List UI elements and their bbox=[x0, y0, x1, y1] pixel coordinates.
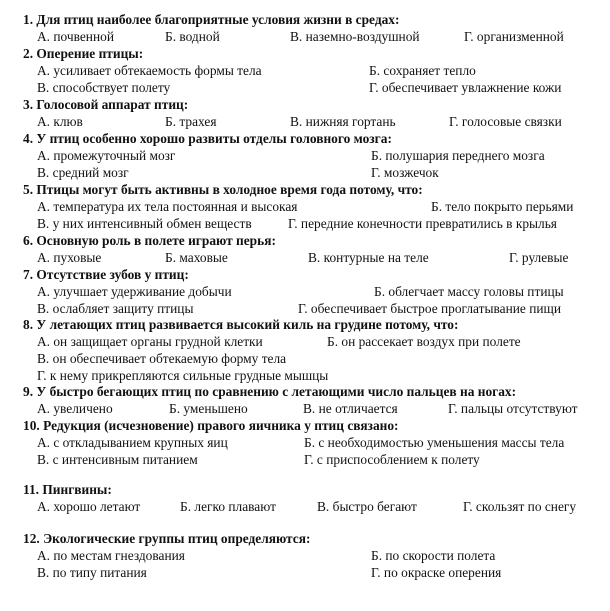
answer-option: А. увеличено bbox=[37, 401, 113, 416]
answer-option: Г. голосовые связки bbox=[449, 114, 562, 129]
answer-option: Г. к нему прикрепляются сильные грудные мышцы bbox=[37, 368, 329, 383]
answer-row bbox=[23, 300, 600, 317]
answer-option: Б. легко плавают bbox=[180, 499, 276, 514]
answer-row bbox=[23, 215, 600, 232]
answer-row bbox=[23, 28, 600, 45]
answer-row bbox=[23, 400, 600, 417]
answer-option: В. у них интенсивный обмен веществ bbox=[37, 216, 252, 231]
answer-option: А. температура их тела постоянная и высокая bbox=[37, 199, 298, 214]
answer-option: А. по местам гнездования bbox=[37, 548, 185, 563]
answer-option: Г. по окраске оперения bbox=[371, 565, 502, 580]
question-8 bbox=[23, 316, 600, 384]
answer-option: А. улучшает удерживание добычи bbox=[37, 284, 232, 299]
question-title: 2. Оперение птицы: bbox=[23, 46, 144, 61]
answer-option: А. почвенной bbox=[37, 29, 114, 44]
answer-row bbox=[23, 367, 600, 384]
answer-option: Г. рулевые bbox=[509, 250, 569, 265]
answer-option: Г. организменной bbox=[464, 29, 564, 44]
question-6 bbox=[23, 232, 600, 266]
answer-option: Б. уменьшено bbox=[169, 401, 248, 416]
question-title: 6. Основную роль в полете играют перья: bbox=[23, 233, 276, 248]
answer-row bbox=[23, 198, 600, 215]
answer-option: Г. обеспечивает увлажнение кожи bbox=[369, 80, 562, 95]
answer-option: Б. тело покрыто перьями bbox=[431, 199, 574, 214]
question-title: 12. Экологические группы птиц определяются: bbox=[23, 531, 311, 546]
question-7 bbox=[23, 266, 600, 317]
answer-row bbox=[23, 434, 600, 451]
answer-row bbox=[23, 451, 600, 468]
answer-option: Б. сохраняет тепло bbox=[369, 63, 476, 78]
answer-option: В. не отличается bbox=[303, 401, 398, 416]
answer-row bbox=[23, 547, 600, 564]
answer-option: В. с интенсивным питанием bbox=[37, 452, 198, 467]
question-title: 8. У летающих птиц развивается высокий киль на грудине потому, что: bbox=[23, 317, 459, 332]
answer-option: Б. по скорости полета bbox=[371, 548, 496, 563]
answer-option: Г. обеспечивает быстрое проглатывание пищи bbox=[298, 301, 562, 316]
answer-option: А. клюв bbox=[37, 114, 83, 129]
question-title: 7. Отсутствие зубов у птиц: bbox=[23, 267, 189, 282]
question-2 bbox=[23, 45, 600, 96]
answer-option: В. ослабляет защиту птицы bbox=[37, 301, 194, 316]
question-title: 9. У быстро бегающих птиц по сравнению с летающими число пальцев на ногах: bbox=[23, 384, 517, 399]
answer-option: А. промежуточный мозг bbox=[37, 148, 176, 163]
answer-row bbox=[23, 164, 600, 181]
question-1 bbox=[23, 11, 600, 45]
answer-row bbox=[23, 62, 600, 79]
answer-option: Г. с приспособлением к полету bbox=[304, 452, 480, 467]
answer-row bbox=[23, 283, 600, 300]
question-title: 10. Редукция (исчезновение) правого яичника у птиц связано: bbox=[23, 418, 399, 433]
answer-row bbox=[23, 564, 600, 581]
question-title: 3. Голосовой аппарат птиц: bbox=[23, 97, 189, 112]
answer-option: Б. он рассекает воздух при полете bbox=[327, 334, 521, 349]
answer-option: В. контурные на теле bbox=[308, 250, 429, 265]
question-12 bbox=[23, 530, 600, 581]
question-title: 11. Пингвины: bbox=[23, 482, 112, 497]
answer-option: В. средний мозг bbox=[37, 165, 129, 180]
answer-option: Г. мозжечок bbox=[371, 165, 439, 180]
answer-row bbox=[23, 249, 600, 266]
answer-option: В. наземно-воздушной bbox=[290, 29, 420, 44]
answer-option: Б. водной bbox=[165, 29, 220, 44]
answer-option: А. пуховые bbox=[37, 250, 102, 265]
question-10 bbox=[23, 417, 600, 468]
answer-option: А. он защищает органы грудной клетки bbox=[37, 334, 263, 349]
answer-row bbox=[23, 498, 600, 515]
answer-option: А. усиливает обтекаемость формы тела bbox=[37, 63, 262, 78]
answer-row bbox=[23, 350, 600, 367]
question-title: 4. У птиц особенно хорошо развиты отделы головного мозга: bbox=[23, 131, 392, 146]
answer-row bbox=[23, 147, 600, 164]
question-4 bbox=[23, 130, 600, 181]
answer-row bbox=[23, 333, 600, 350]
answer-option: Б. полушария переднего мозга bbox=[371, 148, 545, 163]
answer-option: Б. облегчает массу головы птицы bbox=[374, 284, 564, 299]
answer-row bbox=[23, 79, 600, 96]
answer-option: Б. с необходимостью уменьшения массы тела bbox=[304, 435, 565, 450]
answer-option: В. быстро бегают bbox=[317, 499, 417, 514]
question-3 bbox=[23, 96, 600, 130]
answer-option: В. нижняя гортань bbox=[290, 114, 396, 129]
question-11 bbox=[23, 481, 600, 515]
answer-option: А. хорошо летают bbox=[37, 499, 141, 514]
answer-option: В. он обеспечивает обтекаемую форму тела bbox=[37, 351, 287, 366]
question-title: 5. Птицы могут быть активны в холодное время года потому, что: bbox=[23, 182, 423, 197]
answer-row bbox=[23, 113, 600, 130]
question-5 bbox=[23, 181, 600, 232]
answer-option: Б. маховые bbox=[165, 250, 228, 265]
question-title: 1. Для птиц наиболее благоприятные условия жизни в средах: bbox=[23, 12, 400, 27]
answer-option: Г. передние конечности превратились в крылья bbox=[288, 216, 557, 231]
answer-option: А. с откладыванием крупных яиц bbox=[37, 435, 228, 450]
answer-option: В. способствует полету bbox=[37, 80, 171, 95]
question-9 bbox=[23, 383, 600, 417]
answer-option: Г. скользят по снегу bbox=[463, 499, 577, 514]
answer-option: В. по типу питания bbox=[37, 565, 147, 580]
answer-option: Б. трахея bbox=[165, 114, 217, 129]
answer-option: Г. пальцы отсутствуют bbox=[448, 401, 578, 416]
